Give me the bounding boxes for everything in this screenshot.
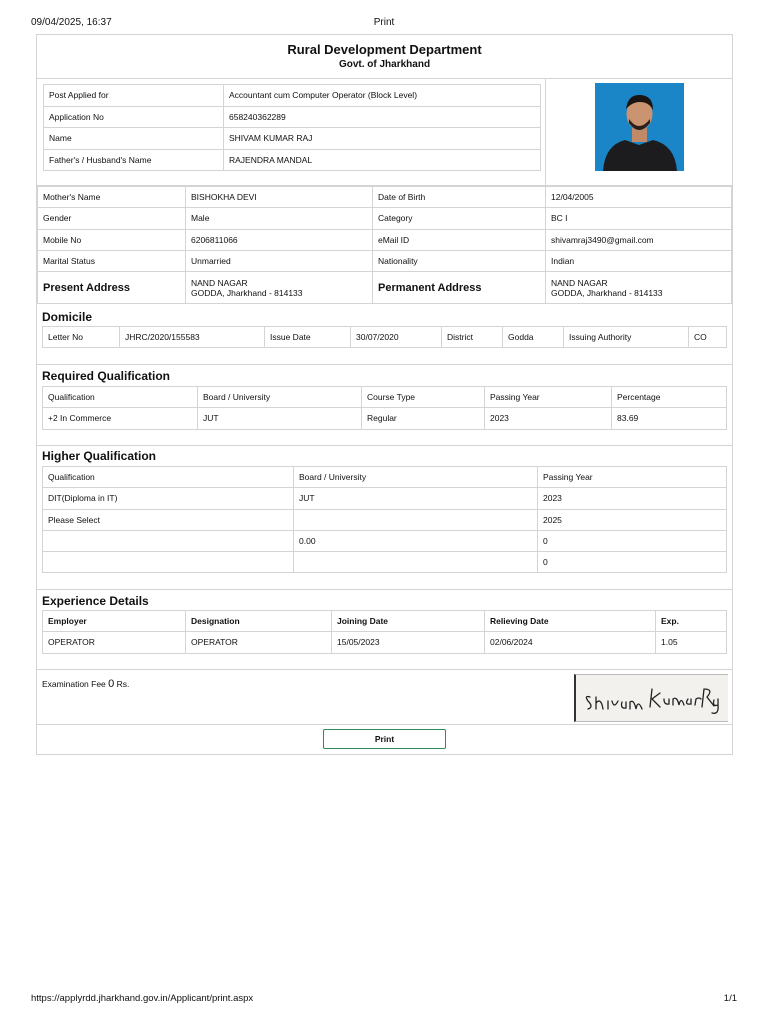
required-qualification-section: [37, 364, 732, 445]
column-header: Percentage: [612, 387, 727, 408]
gender-value: Male: [186, 208, 373, 229]
nationality-value: Indian: [546, 250, 732, 271]
table-row: [43, 611, 727, 632]
experience-section: [37, 589, 732, 669]
column-header: Passing Year: [485, 387, 612, 408]
table-cell: 0.00: [294, 530, 538, 551]
permanent-address-label: Permanent Address: [373, 272, 546, 304]
table-row: [43, 327, 727, 348]
table-row: [43, 387, 727, 408]
experience-table: [42, 610, 727, 654]
mobile-label: Mobile No: [38, 229, 186, 250]
table-cell: OPERATOR: [186, 632, 332, 653]
present-address-label: Present Address: [38, 272, 186, 304]
table-row: [44, 106, 541, 128]
table-row: [43, 552, 727, 573]
table-cell: [43, 530, 294, 551]
table-cell: JUT: [198, 408, 362, 429]
issuing-authority-value: CO: [689, 327, 727, 348]
domicile-title: Domicile: [42, 310, 93, 324]
examination-fee: [42, 678, 129, 690]
issue-date-label: Issue Date: [265, 327, 351, 348]
required-qualification-table: [42, 386, 727, 430]
present-address-value: [186, 272, 373, 304]
table-row: [43, 408, 727, 429]
marital-status-label: Marital Status: [38, 250, 186, 271]
person-silhouette-icon: [595, 83, 684, 171]
name-value: SHIVAM KUMAR RAJ: [224, 128, 541, 150]
print-title: Print: [373, 17, 395, 28]
table-cell: +2 In Commerce: [43, 408, 198, 429]
table-row: [43, 530, 727, 551]
table-cell: 0: [538, 530, 727, 551]
marital-status-value: Unmarried: [186, 250, 373, 271]
required-qualification-table-wrap: [42, 386, 727, 430]
higher-qualification-section: [37, 445, 732, 589]
gender-label: Gender: [38, 208, 186, 229]
personal-details-table: [37, 186, 732, 304]
table-cell: 83.69: [612, 408, 727, 429]
table-cell: 2025: [538, 509, 727, 530]
dob-value: 12/04/2005: [546, 187, 732, 208]
column-header: Qualification: [43, 387, 198, 408]
column-header: Board / University: [294, 467, 538, 488]
column-header: Passing Year: [538, 467, 727, 488]
table-row: [43, 509, 727, 530]
page-url: https://applyrdd.jharkhand.gov.in/Applicant/print.aspx: [31, 993, 254, 1004]
category-value: BC I: [546, 208, 732, 229]
column-header: Exp.: [656, 611, 727, 632]
experience-title: Experience Details: [42, 594, 149, 608]
table-cell: [294, 509, 538, 530]
table-cell: OPERATOR: [43, 632, 186, 653]
table-cell: 2023: [538, 488, 727, 509]
higher-qualification-table-wrap: [42, 466, 727, 573]
table-cell: [43, 552, 294, 573]
email-label: eMail ID: [373, 229, 546, 250]
signature-image: [576, 675, 726, 721]
column-header: Relieving Date: [485, 611, 656, 632]
fee-section: [37, 669, 732, 725]
issue-date-value: 30/07/2020: [351, 327, 442, 348]
issuing-authority-label: Issuing Authority: [564, 327, 689, 348]
table-cell: 0: [538, 552, 727, 573]
applicant-photo: [595, 83, 684, 171]
higher-qualification-title: Higher Qualification: [42, 449, 157, 463]
experience-table-wrap: [42, 610, 727, 654]
table-row: [43, 632, 727, 653]
application-no-value: 658240362289: [224, 106, 541, 128]
required-qualification-title: Required Qualification: [42, 369, 171, 383]
applicant-signature: [574, 674, 728, 722]
post-label: Post Applied for: [44, 85, 224, 107]
present-address-line1: NAND NAGAR: [191, 277, 248, 288]
column-header: Employer: [43, 611, 186, 632]
post-value: Accountant cum Computer Operator (Block Level): [224, 85, 541, 107]
government-subtitle: Govt. of Jharkhand: [338, 59, 431, 70]
print-row: [37, 724, 732, 754]
print-datetime: 09/04/2025, 16:37: [31, 17, 112, 28]
department-title: Rural Development Department: [287, 42, 482, 57]
page-number: 1/1: [723, 993, 737, 1004]
table-row: [43, 467, 727, 488]
applicant-summary: [37, 79, 732, 186]
column-header: Designation: [186, 611, 332, 632]
table-row: [38, 229, 732, 250]
district-label: District: [442, 327, 503, 348]
applicant-summary-table: [43, 84, 541, 171]
column-header: Joining Date: [332, 611, 485, 632]
table-row: [44, 128, 541, 150]
present-address-line2: GODDA, Jharkhand - 814133: [191, 287, 303, 298]
dob-label: Date of Birth: [373, 187, 546, 208]
print-header: [31, 17, 737, 31]
father-name-label: Father's / Husband's Name: [44, 149, 224, 171]
table-row: [38, 187, 732, 208]
fee-label: Examination Fee: [42, 679, 106, 689]
table-cell: Please Select: [43, 509, 294, 530]
table-cell: 2023: [485, 408, 612, 429]
letter-no-value: JHRC/2020/155583: [120, 327, 265, 348]
mother-name-label: Mother's Name: [38, 187, 186, 208]
table-cell: DIT(Diploma in IT): [43, 488, 294, 509]
table-row: [44, 149, 541, 171]
permanent-address-line2: GODDA, Jharkhand - 814133: [551, 287, 663, 298]
print-button[interactable]: Print: [323, 729, 446, 749]
table-row: [38, 250, 732, 271]
table-row: [43, 488, 727, 509]
permanent-address-line1: NAND NAGAR: [551, 277, 608, 288]
email-value: shivamraj3490@gmail.com: [546, 229, 732, 250]
domicile-table-wrap: [42, 326, 727, 348]
fee-amount: 0: [108, 678, 115, 690]
category-label: Category: [373, 208, 546, 229]
photo-cell: [545, 79, 734, 186]
mother-name-value: BISHOKHA DEVI: [186, 187, 373, 208]
page-heading: [37, 35, 732, 79]
table-cell: 15/05/2023: [332, 632, 485, 653]
table-cell: JUT: [294, 488, 538, 509]
table-cell: [294, 552, 538, 573]
district-value: Godda: [503, 327, 564, 348]
application-sheet: [36, 34, 733, 755]
higher-qualification-table: [42, 466, 727, 573]
domicile-section: [37, 303, 732, 364]
mobile-value: 6206811066: [186, 229, 373, 250]
table-cell: 02/06/2024: [485, 632, 656, 653]
fee-unit: Rs.: [116, 679, 130, 689]
print-footer: [31, 993, 737, 1005]
nationality-label: Nationality: [373, 250, 546, 271]
name-label: Name: [44, 128, 224, 150]
column-header: Qualification: [43, 467, 294, 488]
domicile-table: [42, 326, 727, 348]
table-row: [38, 208, 732, 229]
column-header: Course Type: [362, 387, 485, 408]
table-cell: 1.05: [656, 632, 727, 653]
table-row: [38, 272, 732, 304]
column-header: Board / University: [198, 387, 362, 408]
application-no-label: Application No: [44, 106, 224, 128]
letter-no-label: Letter No: [43, 327, 120, 348]
father-name-value: RAJENDRA MANDAL: [224, 149, 541, 171]
table-cell: Regular: [362, 408, 485, 429]
table-row: [44, 85, 541, 107]
permanent-address-value: [546, 272, 732, 304]
